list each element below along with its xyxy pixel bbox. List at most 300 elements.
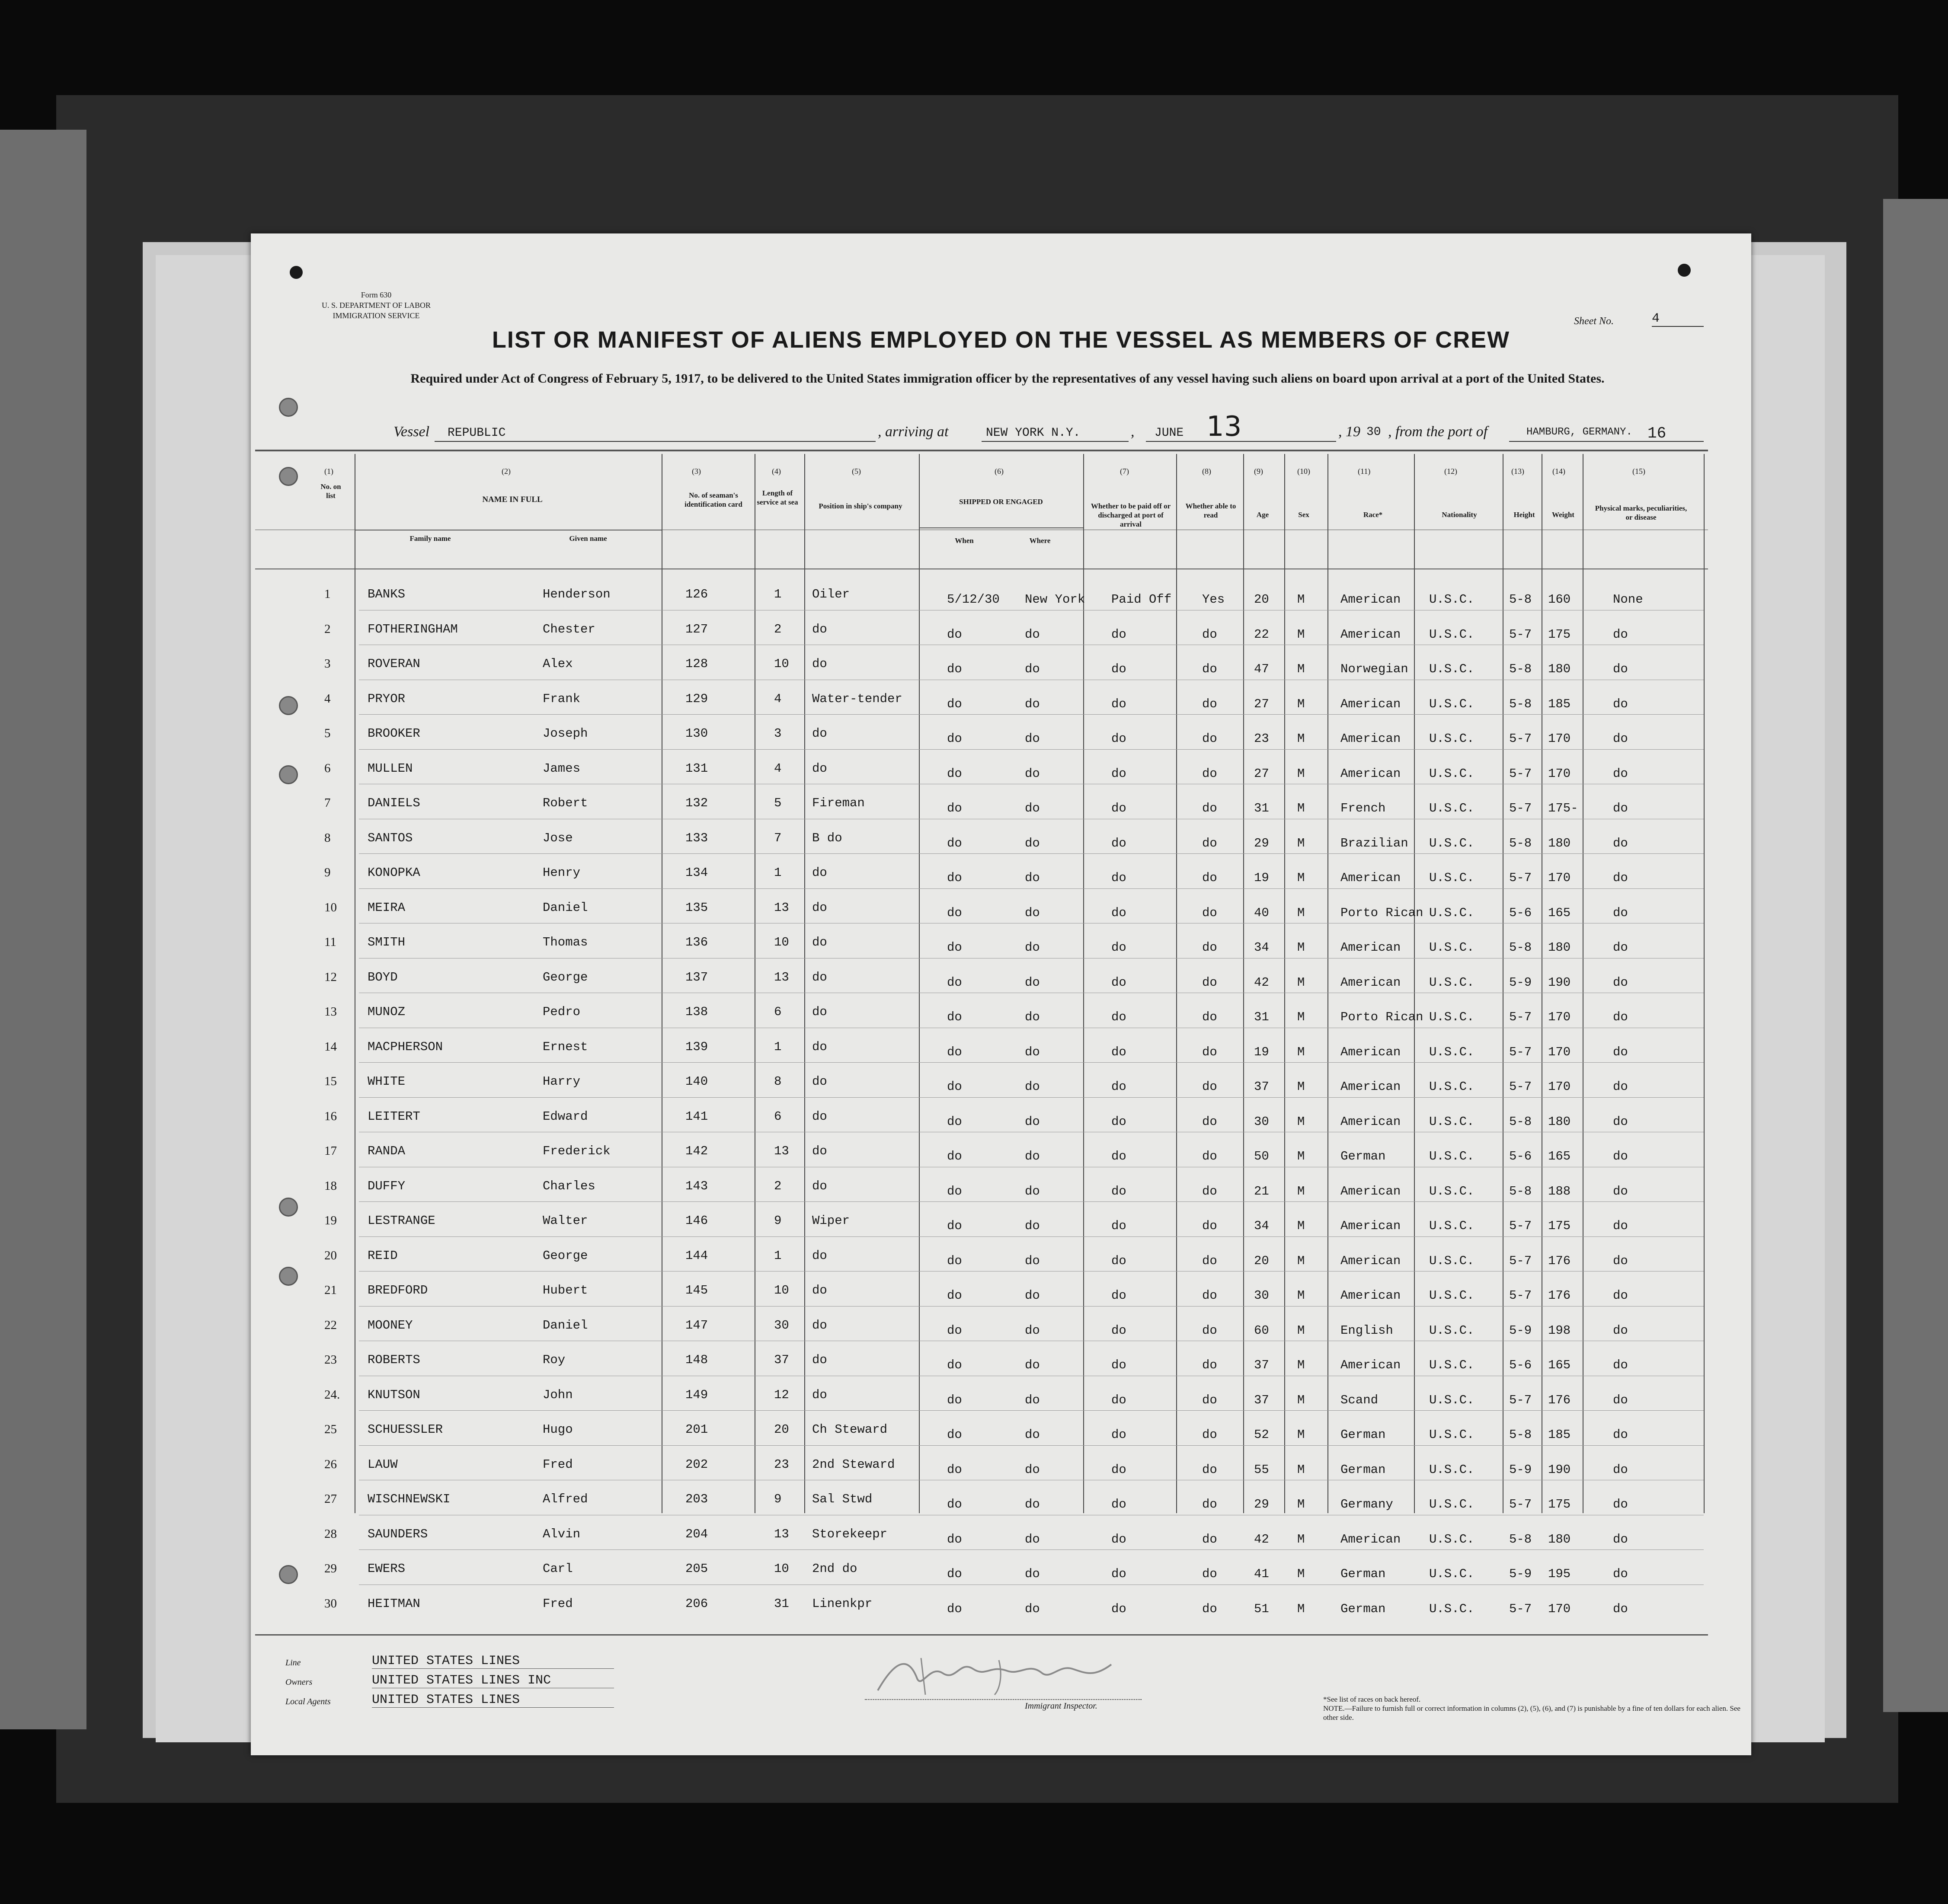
physical-marks: None (1613, 592, 1643, 607)
nationality: U.S.C. (1429, 905, 1475, 920)
id-card-number: 129 (685, 691, 708, 706)
physical-marks: do (1613, 1393, 1628, 1407)
family-name: BANKS (368, 587, 406, 601)
height: 5-8 (1509, 1184, 1532, 1198)
length-of-service: 7 (774, 831, 782, 845)
able-to-read: do (1202, 1080, 1217, 1094)
height: 5-8 (1509, 940, 1532, 955)
row-number: 4 (324, 691, 331, 706)
row-number: 23 (324, 1353, 337, 1367)
shipped-where: do (1025, 1080, 1040, 1094)
paid-off: do (1111, 1428, 1126, 1442)
table-row (251, 1515, 1751, 1549)
physical-marks: do (1613, 905, 1628, 920)
shipped-when: do (947, 1497, 962, 1511)
family-name: BROOKER (368, 726, 420, 741)
length-of-service: 10 (774, 657, 789, 671)
family-name: EWERS (368, 1562, 406, 1576)
header-id-card: No. of seaman's identification card (685, 491, 742, 508)
paid-off: do (1111, 975, 1126, 990)
id-card-number: 206 (685, 1596, 708, 1611)
header-name-in-full: NAME IN FULL (482, 495, 543, 504)
id-card-number: 149 (685, 1387, 708, 1402)
nationality: U.S.C. (1429, 1393, 1475, 1407)
paid-off: do (1111, 1497, 1126, 1511)
position: do (812, 1179, 827, 1193)
header-given-name: Given name (569, 534, 607, 543)
table-row (251, 853, 1751, 888)
length-of-service: 10 (774, 1283, 789, 1297)
given-name: Henry (543, 866, 581, 880)
nationality: U.S.C. (1429, 871, 1475, 885)
nationality: U.S.C. (1429, 1045, 1475, 1059)
sex: M (1297, 1393, 1305, 1407)
length-of-service: 1 (774, 1248, 782, 1263)
shipped-when: do (947, 940, 962, 955)
family-name: SMITH (368, 935, 406, 949)
height: 5-9 (1509, 1323, 1532, 1338)
weight: 190 (1548, 1462, 1571, 1477)
row-number: 7 (324, 796, 331, 810)
weight: 170 (1548, 1601, 1571, 1616)
physical-marks: do (1613, 1288, 1628, 1303)
position: do (812, 1074, 827, 1089)
shipped-when: do (947, 801, 962, 815)
race: English (1340, 1323, 1393, 1338)
age: 42 (1254, 1532, 1269, 1546)
family-name: BOYD (368, 970, 398, 984)
sex: M (1297, 1567, 1305, 1581)
age: 55 (1254, 1462, 1269, 1477)
position: B do (812, 831, 842, 845)
shipped-when: do (947, 871, 962, 885)
row-number: 26 (324, 1457, 337, 1471)
row-rule (359, 1201, 1704, 1202)
nationality: U.S.C. (1429, 1010, 1475, 1024)
position: do (812, 1144, 827, 1158)
agents-value: UNITED STATES LINES (372, 1693, 614, 1708)
agents-label: Local Agents (285, 1697, 331, 1706)
weight: 165 (1548, 1358, 1571, 1372)
owners-label: Owners (285, 1677, 313, 1687)
arrival-day: 13 (1206, 411, 1242, 443)
shipped-where: do (1025, 1323, 1040, 1338)
length-of-service: 9 (774, 1492, 782, 1506)
family-name: REID (368, 1248, 398, 1263)
race: Brazilian (1340, 836, 1408, 850)
able-to-read: do (1202, 1462, 1217, 1477)
length-of-service: 6 (774, 1005, 782, 1019)
shipped-when: do (947, 696, 962, 711)
row-number: 22 (324, 1318, 337, 1332)
shipped-where: do (1025, 1045, 1040, 1059)
id-card-number: 138 (685, 1005, 708, 1019)
vessel-label: Vessel (393, 424, 430, 440)
table-row (251, 1480, 1751, 1514)
weight: 180 (1548, 836, 1571, 850)
shipped-where: do (1025, 1462, 1040, 1477)
given-name: Charles (543, 1179, 595, 1193)
shipped-where: do (1025, 1393, 1040, 1407)
table-row (251, 1097, 1751, 1131)
nationality: U.S.C. (1429, 1462, 1475, 1477)
id-card-number: 142 (685, 1144, 708, 1158)
race: German (1340, 1462, 1386, 1477)
position: do (812, 761, 827, 776)
sex: M (1297, 696, 1305, 711)
row-number: 18 (324, 1179, 337, 1193)
weight: 176 (1548, 1253, 1571, 1268)
physical-marks: do (1613, 627, 1628, 642)
row-rule (359, 1549, 1704, 1550)
length-of-service: 37 (774, 1353, 789, 1367)
family-name: MOONEY (368, 1318, 413, 1332)
sex: M (1297, 662, 1305, 676)
able-to-read: do (1202, 1532, 1217, 1546)
family-name: SCHUESSLER (368, 1422, 443, 1437)
given-name: James (543, 761, 581, 776)
header-when: When (955, 537, 974, 545)
age: 19 (1254, 1045, 1269, 1059)
age: 41 (1254, 1567, 1269, 1581)
given-name: Ernest (543, 1039, 588, 1054)
able-to-read: do (1202, 1601, 1217, 1616)
row-number: 25 (324, 1422, 337, 1436)
row-number: 29 (324, 1562, 337, 1575)
id-card-number: 147 (685, 1318, 708, 1332)
family-name: ROVERAN (368, 657, 420, 671)
column-number: (2) (502, 467, 511, 476)
physical-marks: do (1613, 766, 1628, 781)
sex: M (1297, 940, 1305, 955)
height: 5-7 (1509, 1393, 1532, 1407)
age: 21 (1254, 1184, 1269, 1198)
race: American (1340, 696, 1401, 711)
given-name: Alvin (543, 1527, 581, 1541)
height: 5-7 (1509, 1601, 1532, 1616)
paid-off: Paid Off (1111, 592, 1172, 607)
row-rule (359, 714, 1704, 715)
header-race: Race* (1363, 511, 1383, 519)
header-length-service: Length of service at sea (757, 489, 798, 506)
age: 37 (1254, 1393, 1269, 1407)
family-name: DUFFY (368, 1179, 406, 1193)
length-of-service: 13 (774, 1144, 789, 1158)
shipped-when: do (947, 905, 962, 920)
shipped-where: do (1025, 1497, 1040, 1511)
shipped-where: do (1025, 766, 1040, 781)
inspector-label: Immigrant Inspector. (1025, 1701, 1097, 1711)
sex: M (1297, 801, 1305, 815)
position: do (812, 866, 827, 880)
height: 5-6 (1509, 1149, 1532, 1163)
table-row (251, 1271, 1751, 1305)
given-name: Hugo (543, 1422, 573, 1437)
header-position: Position in ship's company (819, 502, 902, 510)
nationality: U.S.C. (1429, 1497, 1475, 1511)
family-name: PRYOR (368, 691, 406, 706)
shipped-where: do (1025, 940, 1040, 955)
header-age: Age (1256, 511, 1269, 519)
sheet-number-label: Sheet No. (1574, 316, 1614, 327)
given-name: George (543, 1248, 588, 1263)
paid-off: do (1111, 732, 1126, 746)
shipped-where: do (1025, 1428, 1040, 1442)
physical-marks: do (1613, 1323, 1628, 1338)
age: 30 (1254, 1114, 1269, 1129)
shipped-where: do (1025, 1288, 1040, 1303)
id-card-number: 203 (685, 1492, 708, 1506)
age: 42 (1254, 975, 1269, 990)
table-row (251, 1585, 1751, 1619)
id-card-number: 132 (685, 796, 708, 810)
height: 5-7 (1509, 1219, 1532, 1233)
length-of-service: 5 (774, 796, 782, 810)
position: Storekeepr (812, 1527, 888, 1541)
shipped-when: do (947, 662, 962, 676)
header-paid-off: Whether to be paid off or discharged at port of arrival (1091, 502, 1171, 528)
physical-marks: do (1613, 1532, 1628, 1546)
physical-marks: do (1613, 1219, 1628, 1233)
weight: 170 (1548, 1010, 1571, 1024)
height: 5-7 (1509, 1288, 1532, 1303)
length-of-service: 20 (774, 1422, 789, 1437)
row-number: 10 (324, 900, 337, 914)
position: do (812, 1353, 827, 1367)
height: 5-9 (1509, 975, 1532, 990)
shipped-where: do (1025, 732, 1040, 746)
nationality: U.S.C. (1429, 1080, 1475, 1094)
row-number: 1 (324, 587, 331, 601)
weight: 188 (1548, 1184, 1571, 1198)
paid-off: do (1111, 766, 1126, 781)
paid-off: do (1111, 662, 1126, 676)
age: 31 (1254, 1010, 1269, 1024)
paid-off: do (1111, 1567, 1126, 1581)
position: do (812, 1109, 827, 1124)
table-row (251, 1236, 1751, 1271)
table-row (251, 1410, 1751, 1444)
able-to-read: do (1202, 1045, 1217, 1059)
row-number: 19 (324, 1214, 337, 1227)
row-rule (359, 1410, 1704, 1411)
age: 19 (1254, 871, 1269, 885)
race: American (1340, 766, 1401, 781)
column-number: (4) (772, 467, 781, 476)
row-number: 28 (324, 1527, 337, 1541)
given-name: George (543, 970, 588, 984)
paid-off: do (1111, 1080, 1126, 1094)
weight: 165 (1548, 1149, 1571, 1163)
able-to-read: do (1202, 905, 1217, 920)
row-number: 21 (324, 1283, 337, 1297)
shipped-when: do (947, 766, 962, 781)
shipped-where: do (1025, 1149, 1040, 1163)
nationality: U.S.C. (1429, 1358, 1475, 1372)
nationality: U.S.C. (1429, 836, 1475, 850)
height: 5-7 (1509, 1080, 1532, 1094)
weight: 175 (1548, 1219, 1571, 1233)
length-of-service: 13 (774, 970, 789, 984)
race: American (1340, 1184, 1401, 1198)
position: Ch Steward (812, 1422, 888, 1437)
family-name: WHITE (368, 1074, 406, 1089)
race: Scand (1340, 1393, 1379, 1407)
weight: 180 (1548, 662, 1571, 676)
row-number: 5 (324, 726, 331, 740)
sex: M (1297, 1462, 1305, 1477)
shipped-when: do (947, 1393, 962, 1407)
row-rule (359, 1236, 1704, 1237)
arrival-year: 30 (1366, 425, 1381, 439)
header-physical-marks: Physical marks, peculiarities, or disease (1595, 504, 1687, 521)
paid-off: do (1111, 627, 1126, 642)
height: 5-7 (1509, 627, 1532, 642)
able-to-read: do (1202, 1288, 1217, 1303)
table-row (251, 714, 1751, 748)
position: do (812, 935, 827, 949)
length-of-service: 12 (774, 1387, 789, 1402)
paid-off: do (1111, 1532, 1126, 1546)
id-card-number: 140 (685, 1074, 708, 1089)
column-number: (1) (324, 467, 333, 476)
race: American (1340, 1080, 1401, 1094)
row-rule (359, 1062, 1704, 1063)
weight: 175 (1548, 1497, 1571, 1511)
row-rule (359, 888, 1704, 889)
id-card-number: 201 (685, 1422, 708, 1437)
vessel-name: REPUBLIC (448, 426, 506, 440)
shipped-when: do (947, 1567, 962, 1581)
family-name: MULLEN (368, 761, 413, 776)
arriving-label: , arriving at (878, 424, 949, 440)
age: 20 (1254, 1253, 1269, 1268)
nationality: U.S.C. (1429, 696, 1475, 711)
sex: M (1297, 1428, 1305, 1442)
weight: 176 (1548, 1393, 1571, 1407)
row-number: 24. (324, 1387, 340, 1402)
able-to-read: do (1202, 732, 1217, 746)
column-number: (15) (1632, 467, 1645, 476)
shipped-when: do (947, 1149, 962, 1163)
position: 2nd Steward (812, 1457, 895, 1472)
nationality: U.S.C. (1429, 1428, 1475, 1442)
nationality: U.S.C. (1429, 732, 1475, 746)
paid-off: do (1111, 1288, 1126, 1303)
table-row (251, 1062, 1751, 1096)
sex: M (1297, 1532, 1305, 1546)
position: do (812, 900, 827, 915)
able-to-read: do (1202, 696, 1217, 711)
row-number: 13 (324, 1005, 337, 1019)
header-sex: Sex (1298, 511, 1309, 519)
sex: M (1297, 1080, 1305, 1094)
physical-marks: do (1613, 1045, 1628, 1059)
given-name: Walter (543, 1214, 588, 1228)
nationality: U.S.C. (1429, 975, 1475, 990)
header-height: Height (1513, 511, 1535, 519)
weight: 165 (1548, 905, 1571, 920)
sex: M (1297, 592, 1305, 607)
sex: M (1297, 1149, 1305, 1163)
id-card-number: 202 (685, 1457, 708, 1472)
length-of-service: 2 (774, 622, 782, 636)
page-title: LIST OR MANIFEST OF ALIENS EMPLOYED ON THE VESSEL AS MEMBERS OF CREW (492, 327, 1510, 353)
shipped-where: do (1025, 1184, 1040, 1198)
inspector-signature (869, 1652, 1129, 1699)
line-label: Line (285, 1658, 301, 1668)
column-number: (10) (1297, 467, 1310, 476)
shipped-where: do (1025, 1532, 1040, 1546)
table-row (251, 1306, 1751, 1340)
weight: 190 (1548, 975, 1571, 990)
family-name: SAUNDERS (368, 1527, 428, 1541)
shipped-where: do (1025, 975, 1040, 990)
row-number: 16 (324, 1109, 337, 1123)
paid-off: do (1111, 1358, 1126, 1372)
age: 40 (1254, 905, 1269, 920)
race: American (1340, 1045, 1401, 1059)
sex: M (1297, 1010, 1305, 1024)
physical-marks: do (1613, 940, 1628, 955)
age: 34 (1254, 940, 1269, 955)
given-name: Robert (543, 796, 588, 810)
position: Wiper (812, 1214, 850, 1228)
position: do (812, 970, 827, 984)
height: 5-7 (1509, 766, 1532, 781)
table-row (251, 575, 1751, 609)
race: American (1340, 940, 1401, 955)
height: 5-7 (1509, 1253, 1532, 1268)
header-family-name: Family name (409, 534, 451, 543)
shipped-where: New York (1025, 592, 1085, 607)
physical-marks: do (1613, 1497, 1628, 1511)
sex: M (1297, 1497, 1305, 1511)
race: German (1340, 1567, 1386, 1581)
column-number: (7) (1120, 467, 1129, 476)
race: American (1340, 1114, 1401, 1129)
weight: 170 (1548, 1045, 1571, 1059)
race: American (1340, 871, 1401, 885)
shipped-when: do (947, 1114, 962, 1129)
physical-marks: do (1613, 801, 1628, 815)
column-number: (8) (1202, 467, 1211, 476)
able-to-read: do (1202, 1253, 1217, 1268)
id-card-number: 204 (685, 1527, 708, 1541)
manifest-sheet (251, 233, 1751, 1755)
column-number: (13) (1511, 467, 1524, 476)
column-number: (9) (1254, 467, 1263, 476)
age: 27 (1254, 696, 1269, 711)
table-row (251, 645, 1751, 679)
length-of-service: 13 (774, 900, 789, 915)
physical-marks: do (1613, 662, 1628, 676)
race: American (1340, 627, 1401, 642)
table-row (251, 1376, 1751, 1410)
given-name: Frederick (543, 1144, 611, 1158)
length-of-service: 23 (774, 1457, 789, 1472)
race: American (1340, 975, 1401, 990)
able-to-read: do (1202, 1010, 1217, 1024)
sex: M (1297, 766, 1305, 781)
column-number: (11) (1358, 467, 1371, 476)
given-name: Frank (543, 691, 581, 706)
shipped-where: do (1025, 905, 1040, 920)
race: French (1340, 801, 1386, 815)
race: American (1340, 1532, 1401, 1546)
age: 37 (1254, 1358, 1269, 1372)
position: Sal Stwd (812, 1492, 873, 1506)
